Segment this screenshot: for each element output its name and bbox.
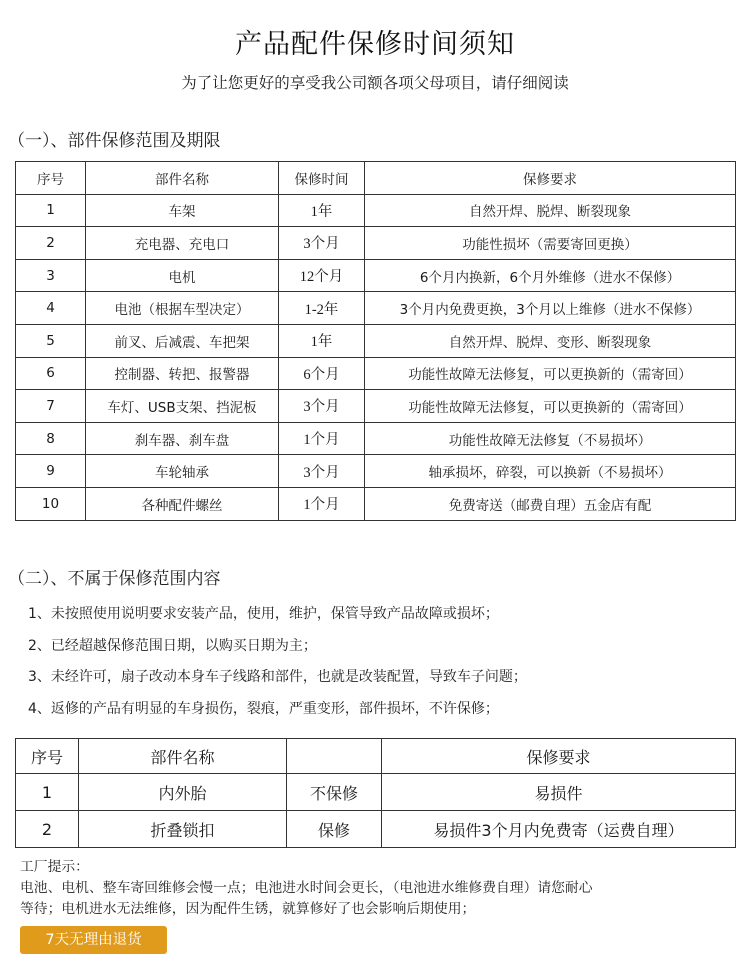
table-row xyxy=(16,357,736,390)
cell-warranty-time: 12个月 xyxy=(279,259,365,292)
header-status xyxy=(287,739,382,774)
cell-part-name: 充电器、充电口 xyxy=(86,227,279,260)
cell-part-name: 控制器、转把、报警器 xyxy=(86,357,279,390)
table-row xyxy=(16,227,736,260)
cell-requirement: 功能性故障无法修复，可以更换新的（需寄回） xyxy=(365,357,736,390)
table-header-row xyxy=(16,739,736,774)
cell-index: 7 xyxy=(16,390,86,423)
cell-requirement: 易损件 xyxy=(382,774,736,811)
header-part-name: 部件名称 xyxy=(86,162,279,195)
factory-notice-line: 等待；电机进水无法维修，因为配件生锈，就算修好了也会影响后期使用； xyxy=(20,901,476,917)
cell-part-name: 车灯、USB支架、挡泥板 xyxy=(86,390,279,423)
table-row xyxy=(16,811,736,848)
cell-part-name: 刹车器、刹车盘 xyxy=(86,422,279,455)
cell-index: 9 xyxy=(16,455,86,488)
list-item: 2、已经超越保修范围日期，以购买日期为主； xyxy=(28,637,317,654)
exclusion-list xyxy=(28,602,527,728)
cell-index: 6 xyxy=(16,357,86,390)
table-row xyxy=(16,324,736,357)
cell-index: 5 xyxy=(16,324,86,357)
cell-warranty-time: 1个月 xyxy=(279,487,365,520)
return-policy-badge: 7天无理由退货 xyxy=(20,926,167,954)
cell-index: 2 xyxy=(16,811,79,848)
factory-notice xyxy=(20,857,593,920)
table-header-row xyxy=(16,162,736,195)
wear-parts-table xyxy=(15,738,736,848)
list-item: 4、返修的产品有明显的车身损伤，裂痕，严重变形，部件损坏，不许保修； xyxy=(28,700,499,717)
header-index: 序号 xyxy=(16,739,79,774)
cell-part-name: 前叉、后减震、车把架 xyxy=(86,324,279,357)
cell-requirement: 6个月内换新，6个月外维修（进水不保修） xyxy=(365,259,736,292)
cell-warranty-time: 1年 xyxy=(279,324,365,357)
cell-warranty-time: 1-2年 xyxy=(279,292,365,325)
header-index: 序号 xyxy=(16,162,86,195)
cell-part-name: 车架 xyxy=(86,194,279,227)
cell-part-name: 内外胎 xyxy=(79,774,287,811)
table-row xyxy=(16,259,736,292)
section-heading-warranty-scope: （一）、部件保修范围及期限 xyxy=(8,131,221,151)
page-title: 产品配件保修时间须知 xyxy=(235,29,515,60)
header-part-name: 部件名称 xyxy=(79,739,287,774)
cell-part-name: 各种配件螺丝 xyxy=(86,487,279,520)
cell-warranty-time: 3个月 xyxy=(279,455,365,488)
cell-part-name: 电机 xyxy=(86,259,279,292)
table-row xyxy=(16,292,736,325)
cell-warranty-time: 3个月 xyxy=(279,390,365,423)
cell-requirement: 易损件3个月内免费寄（运费自理） xyxy=(382,811,736,848)
cell-warranty-time: 1年 xyxy=(279,194,365,227)
factory-notice-label: 工厂提示： xyxy=(20,859,89,875)
header-warranty-requirement: 保修要求 xyxy=(365,162,736,195)
cell-index: 1 xyxy=(16,774,79,811)
table-row xyxy=(16,194,736,227)
table-row xyxy=(16,390,736,423)
header-warranty-time: 保修时间 xyxy=(279,162,365,195)
cell-part-name: 折叠锁扣 xyxy=(79,811,287,848)
cell-warranty-time: 6个月 xyxy=(279,357,365,390)
cell-status: 不保修 xyxy=(287,774,382,811)
list-item: 1、未按照使用说明要求安装产品，使用，维护，保管导致产品故障或损坏； xyxy=(28,606,499,622)
table-row xyxy=(16,422,736,455)
cell-index: 8 xyxy=(16,422,86,455)
cell-index: 10 xyxy=(16,487,86,520)
section-heading-exclusions: （二）、不属于保修范围内容 xyxy=(8,569,221,589)
cell-requirement: 轴承损坏，碎裂，可以换新（不易损坏） xyxy=(365,455,736,488)
cell-requirement: 功能性故障无法修复（不易损坏） xyxy=(365,422,736,455)
table-row xyxy=(16,774,736,811)
list-item: 3、未经许可，扇子改动本身车子线路和部件，也就是改装配置，导致车子问题； xyxy=(28,669,527,686)
factory-notice-line: 电池、电机、整车寄回维修会慢一点；电池进水时间会更长，（电池进水维修费自理）请您耐心 xyxy=(20,880,593,896)
table-row xyxy=(16,455,736,488)
cell-requirement: 功能性损坏（需要寄回更换） xyxy=(365,227,736,260)
header-warranty-requirement: 保修要求 xyxy=(382,739,736,774)
page-subtitle: 为了让您更好的享受我公司额各项父母项目，请仔细阅读 xyxy=(181,74,569,92)
cell-requirement: 功能性故障无法修复，可以更换新的（需寄回） xyxy=(365,390,736,423)
cell-warranty-time: 3个月 xyxy=(279,227,365,260)
cell-index: 2 xyxy=(16,227,86,260)
cell-requirement: 自然开焊、脱焊、变形、断裂现象 xyxy=(365,324,736,357)
cell-index: 3 xyxy=(16,259,86,292)
cell-status: 保修 xyxy=(287,811,382,848)
cell-requirement: 自然开焊、脱焊、断裂现象 xyxy=(365,194,736,227)
cell-part-name: 车轮轴承 xyxy=(86,455,279,488)
cell-requirement: 免费寄送（邮费自理）五金店有配 xyxy=(365,487,736,520)
warranty-table xyxy=(15,161,736,521)
cell-index: 4 xyxy=(16,292,86,325)
cell-requirement: 3个月内免费更换，3个月以上维修（进水不保修） xyxy=(365,292,736,325)
table-row xyxy=(16,487,736,520)
cell-part-name: 电池（根据车型决定） xyxy=(86,292,279,325)
cell-warranty-time: 1个月 xyxy=(279,422,365,455)
cell-index: 1 xyxy=(16,194,86,227)
